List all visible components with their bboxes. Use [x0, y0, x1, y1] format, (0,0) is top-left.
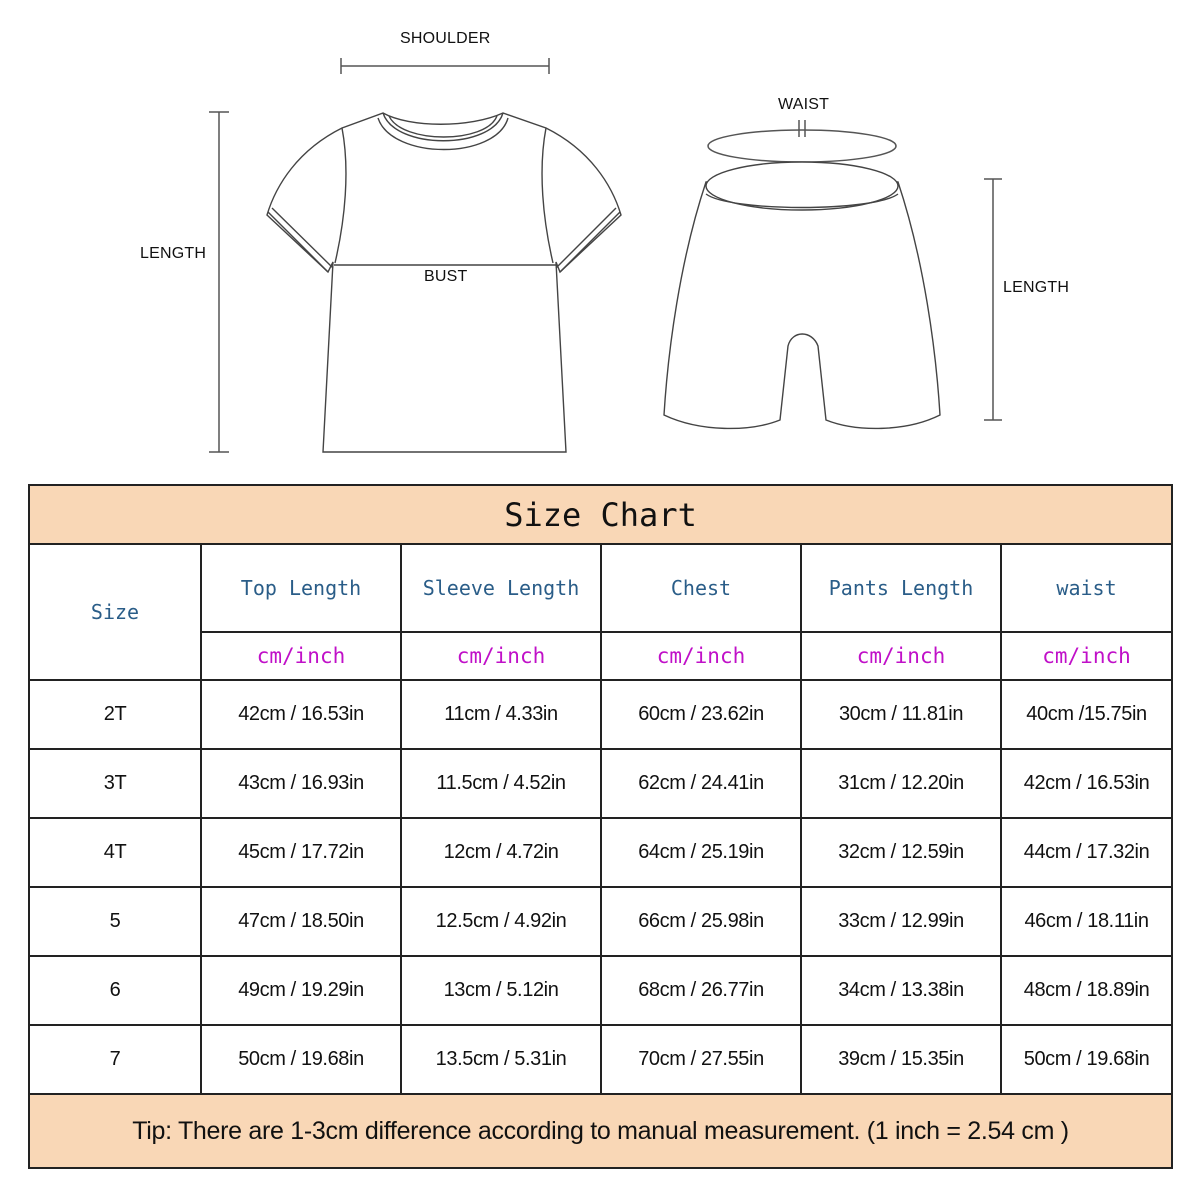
- table-cell: 44cm / 17.32in: [1001, 818, 1172, 887]
- table-cell: 42cm / 16.53in: [1001, 749, 1172, 818]
- shorts-icon: [664, 162, 940, 428]
- table-cell: 47cm / 18.50in: [201, 887, 401, 956]
- column-header-top-length: Top Length: [201, 544, 401, 632]
- table-row: [29, 680, 1172, 749]
- column-header-chest: Chest: [601, 544, 801, 632]
- table-cell: 62cm / 24.41in: [601, 749, 801, 818]
- table-row: [29, 818, 1172, 887]
- column-header-waist: waist: [1001, 544, 1172, 632]
- top-length-label: LENGTH: [140, 245, 207, 262]
- table-cell: 30cm / 11.81in: [801, 680, 1001, 749]
- table-cell: 32cm / 12.59in: [801, 818, 1001, 887]
- size-cell: 5: [29, 887, 201, 956]
- pants-length-measure-line: [984, 179, 1002, 420]
- pants-length-label: LENGTH: [1003, 279, 1070, 296]
- waist-measure: [708, 120, 896, 162]
- size-chart-table: [28, 484, 1173, 1169]
- table-cell: 49cm / 19.29in: [201, 956, 401, 1025]
- column-header-pants-length: Pants Length: [801, 544, 1001, 632]
- table-cell: 13.5cm / 5.31in: [401, 1025, 601, 1094]
- size-cell: 6: [29, 956, 201, 1025]
- table-cell: 60cm / 23.62in: [601, 680, 801, 749]
- unit-label: cm/inch: [601, 632, 801, 680]
- measurement-diagram: [0, 0, 1200, 470]
- unit-label: cm/inch: [1001, 632, 1172, 680]
- table-row: [29, 887, 1172, 956]
- table-cell: 34cm / 13.38in: [801, 956, 1001, 1025]
- table-cell: 48cm / 18.89in: [1001, 956, 1172, 1025]
- table-row: [29, 749, 1172, 818]
- table-row: [29, 956, 1172, 1025]
- table-cell: 12.5cm / 4.92in: [401, 887, 601, 956]
- measurement-tip: Tip: There are 1-3cm difference according to manual measurement. (1 inch = 2.54 cm ): [29, 1094, 1172, 1168]
- size-cell: 2T: [29, 680, 201, 749]
- table-cell: 45cm / 17.72in: [201, 818, 401, 887]
- table-cell: 70cm / 27.55in: [601, 1025, 801, 1094]
- unit-label: cm/inch: [801, 632, 1001, 680]
- table-row: [29, 1025, 1172, 1094]
- table-cell: 13cm / 5.12in: [401, 956, 601, 1025]
- size-column-header: Size: [29, 544, 201, 680]
- garment-illustration: [0, 0, 1200, 470]
- size-chart-title: Size Chart: [29, 485, 1172, 544]
- top-length-measure-line: [209, 112, 229, 452]
- unit-label: cm/inch: [201, 632, 401, 680]
- column-header-sleeve-length: Sleeve Length: [401, 544, 601, 632]
- size-cell: 7: [29, 1025, 201, 1094]
- table-cell: 33cm / 12.99in: [801, 887, 1001, 956]
- table-cell: 46cm / 18.11in: [1001, 887, 1172, 956]
- table-cell: 43cm / 16.93in: [201, 749, 401, 818]
- table-cell: 39cm / 15.35in: [801, 1025, 1001, 1094]
- table-cell: 42cm / 16.53in: [201, 680, 401, 749]
- unit-label: cm/inch: [401, 632, 601, 680]
- table-cell: 50cm / 19.68in: [201, 1025, 401, 1094]
- table-cell: 12cm / 4.72in: [401, 818, 601, 887]
- waist-label: WAIST: [778, 96, 830, 113]
- table-cell: 64cm / 25.19in: [601, 818, 801, 887]
- shoulder-measure-line: [341, 58, 549, 74]
- table-cell: 50cm / 19.68in: [1001, 1025, 1172, 1094]
- table-cell: 31cm / 12.20in: [801, 749, 1001, 818]
- table-cell: 66cm / 25.98in: [601, 887, 801, 956]
- table-cell: 40cm /15.75in: [1001, 680, 1172, 749]
- size-cell: 3T: [29, 749, 201, 818]
- shoulder-label: SHOULDER: [400, 30, 491, 47]
- table-cell: 11cm / 4.33in: [401, 680, 601, 749]
- bust-label: BUST: [424, 268, 468, 285]
- size-cell: 4T: [29, 818, 201, 887]
- table-cell: 11.5cm / 4.52in: [401, 749, 601, 818]
- table-cell: 68cm / 26.77in: [601, 956, 801, 1025]
